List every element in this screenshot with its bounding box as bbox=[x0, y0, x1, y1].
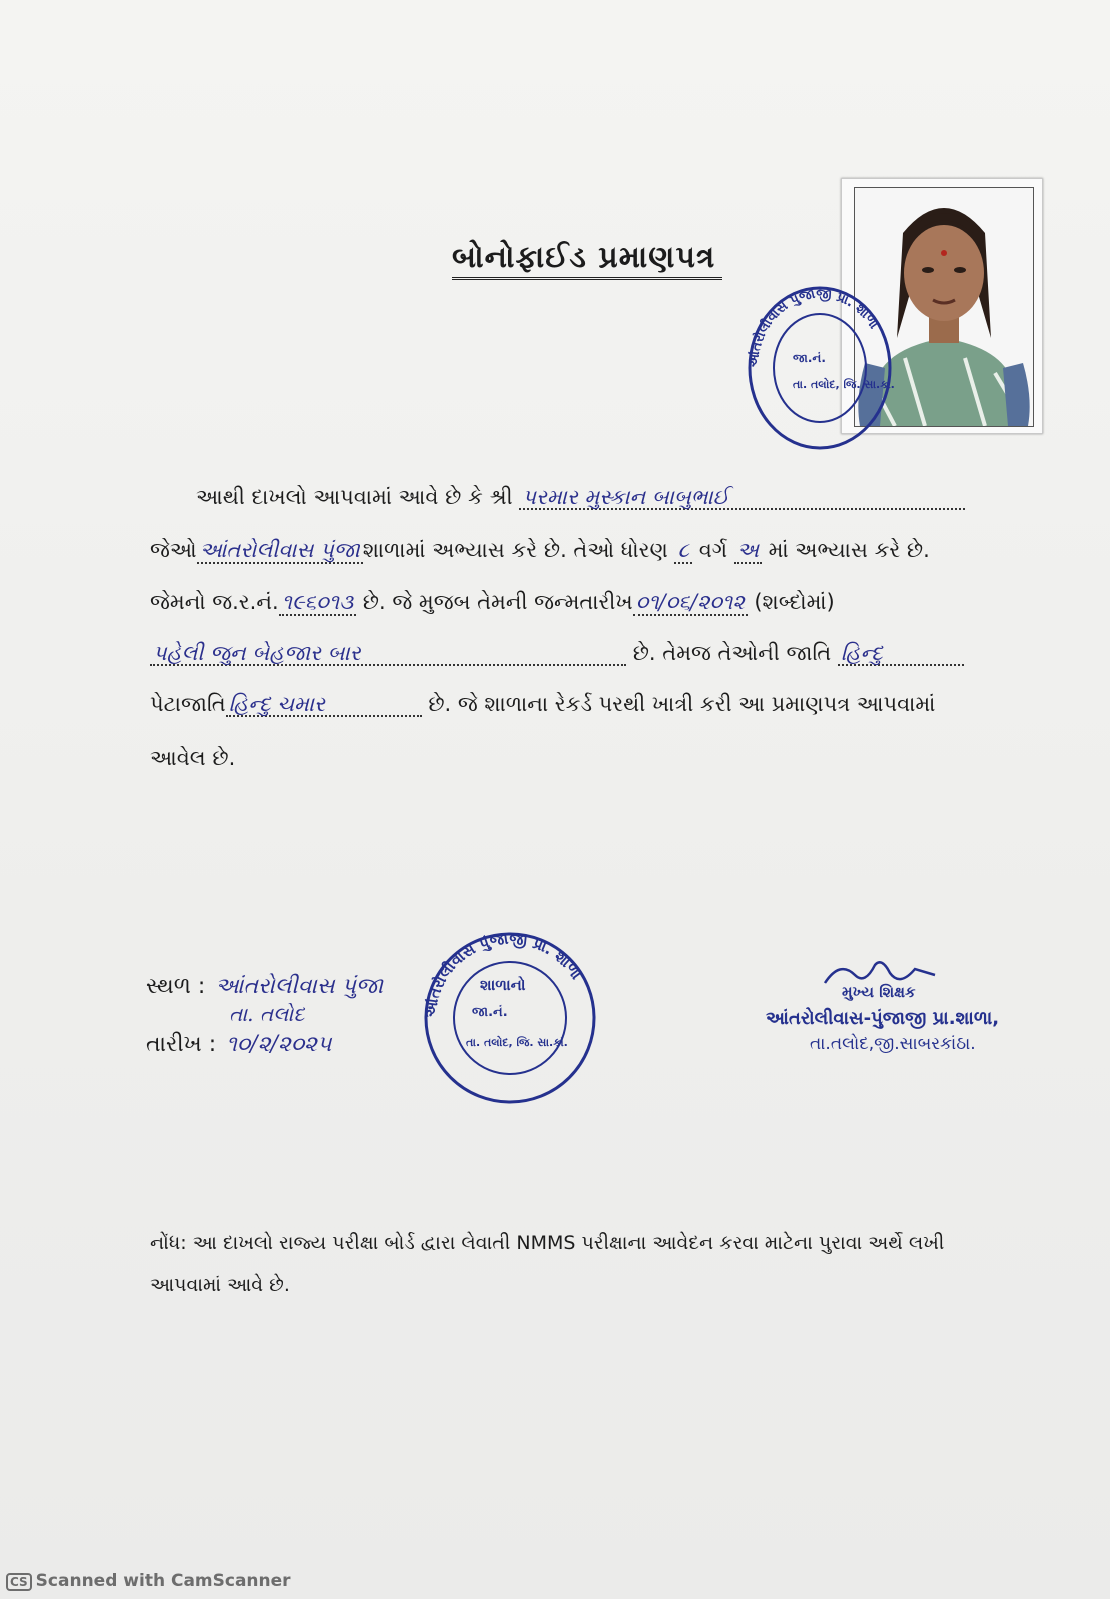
school-stamp-bottom bbox=[420, 928, 600, 1108]
svg-text:શાળાનો: શાળાનો bbox=[480, 976, 526, 994]
date-value: ૧૦/૨/૨૦૨૫ bbox=[226, 1032, 332, 1057]
birth-date: ૦૧/૦૬/૨૦૧૨ bbox=[633, 590, 748, 616]
subcaste-value: હિન્દુ ચમાર bbox=[226, 694, 422, 717]
body-text: (શબ્દોમાં) bbox=[754, 590, 835, 614]
scanner-footer-text: Scanned with CamScanner bbox=[35, 1571, 291, 1591]
body-text: પેટાજાતિ bbox=[150, 692, 226, 716]
body-line-6: આવેલ છે. bbox=[150, 746, 236, 770]
body-text: આથી દાખલો આપવામાં આવે છે કે શ્રી bbox=[196, 485, 513, 509]
body-line-3 bbox=[150, 592, 835, 613]
body-line-2 bbox=[150, 540, 930, 561]
body-text: છે. તેમજ તેઓની જાતિ bbox=[632, 641, 832, 665]
date-row bbox=[146, 1034, 334, 1056]
place-row-2 bbox=[226, 1004, 307, 1024]
svg-text:આંતરોલીવાસ પુંજાજી પ્રા. શાળા: આંતરોલીવાસ પુંજાજી પ્રા. શાળા bbox=[421, 929, 586, 1019]
note-line-2: આપવામાં આવે છે. bbox=[150, 1274, 290, 1296]
place-value: આંતરોલીવાસ પુંજા bbox=[215, 974, 384, 999]
school-stamp-top bbox=[745, 282, 895, 454]
body-text: જેમનો જ.ર.નં. bbox=[150, 590, 279, 614]
student-name: પરમાર મુસ્કાન બાબુભાઈ bbox=[519, 487, 965, 510]
svg-text:જા.નં.: જા.નં. bbox=[793, 351, 826, 365]
svg-text:તા. તલોદ, જિ. સા.કાં.: તા. તલોદ, જિ. સા.કાં. bbox=[793, 378, 895, 391]
body-line-1 bbox=[196, 487, 965, 510]
birth-date-words: પહેલી જુન બેહજાર બાર bbox=[150, 643, 626, 666]
camscanner-logo: CS bbox=[6, 1573, 32, 1591]
svg-text:આંતરોલીવાસ પુંજાજી પ્રા. શાળા: આંતરોલીવાસ પુંજાજી પ્રા. શાળા bbox=[746, 286, 882, 369]
place-value-2: તા. તલોદ bbox=[229, 1002, 305, 1026]
note-line-1: નોંધ: આ દાખલો રાજ્ય પરીક્ષા બોર્ડ દ્વારા લેવાતી NMMS પરીક્ષાના આવેદન કરવા માટેના પુરાવા અર્થે લખી bbox=[150, 1232, 945, 1254]
svg-text:તા. તલોદ, જિ. સા.કાં.: તા. તલોદ, જિ. સા.કાં. bbox=[466, 1036, 568, 1049]
body-text: શાળામાં અભ્યાસ કરે છે. તેઓ ધોરણ bbox=[362, 538, 668, 562]
signature-title: મુખ્ય શિક્ષક bbox=[842, 983, 916, 1001]
signature-school: આંતરોલીવાસ-પુંજાજી પ્રા.શાળા, bbox=[766, 1008, 1000, 1029]
school-name: આંતરોલીવાસ પુંજા bbox=[197, 538, 363, 564]
caste-value: હિન્દુ bbox=[838, 643, 964, 666]
body-text: છે. જે મુજબ તેમની જન્મતારીખ bbox=[362, 590, 633, 614]
body-text: જેઓ bbox=[150, 538, 197, 562]
svg-text:જા.નં.: જા.નં. bbox=[472, 1005, 508, 1020]
body-text: વર્ગ bbox=[698, 538, 728, 562]
gr-number: ૧૯૬૦૧૩ bbox=[279, 590, 356, 616]
place-row bbox=[146, 976, 386, 998]
body-text: છે. જે શાળાના રેકર્ડ પરથી ખાત્રી કરી આ પ્રમાણપત્ર આપવામાં bbox=[428, 692, 936, 716]
standard-value: ૮ bbox=[674, 538, 692, 564]
division-value: અ bbox=[734, 538, 762, 564]
body-line-4 bbox=[150, 643, 964, 666]
date-label: તારીખ : bbox=[146, 1032, 217, 1057]
scanner-footer bbox=[6, 1571, 291, 1591]
certificate-title: બોનોફાઈડ પ્રમાણપત્ર bbox=[452, 240, 722, 280]
body-line-5 bbox=[150, 694, 935, 717]
place-label: સ્થળ : bbox=[146, 974, 206, 999]
signature-address: તા.તલોદ,જી.સાબરકાંઠા. bbox=[810, 1034, 976, 1054]
body-text: માં અભ્યાસ કરે છે. bbox=[768, 538, 930, 562]
